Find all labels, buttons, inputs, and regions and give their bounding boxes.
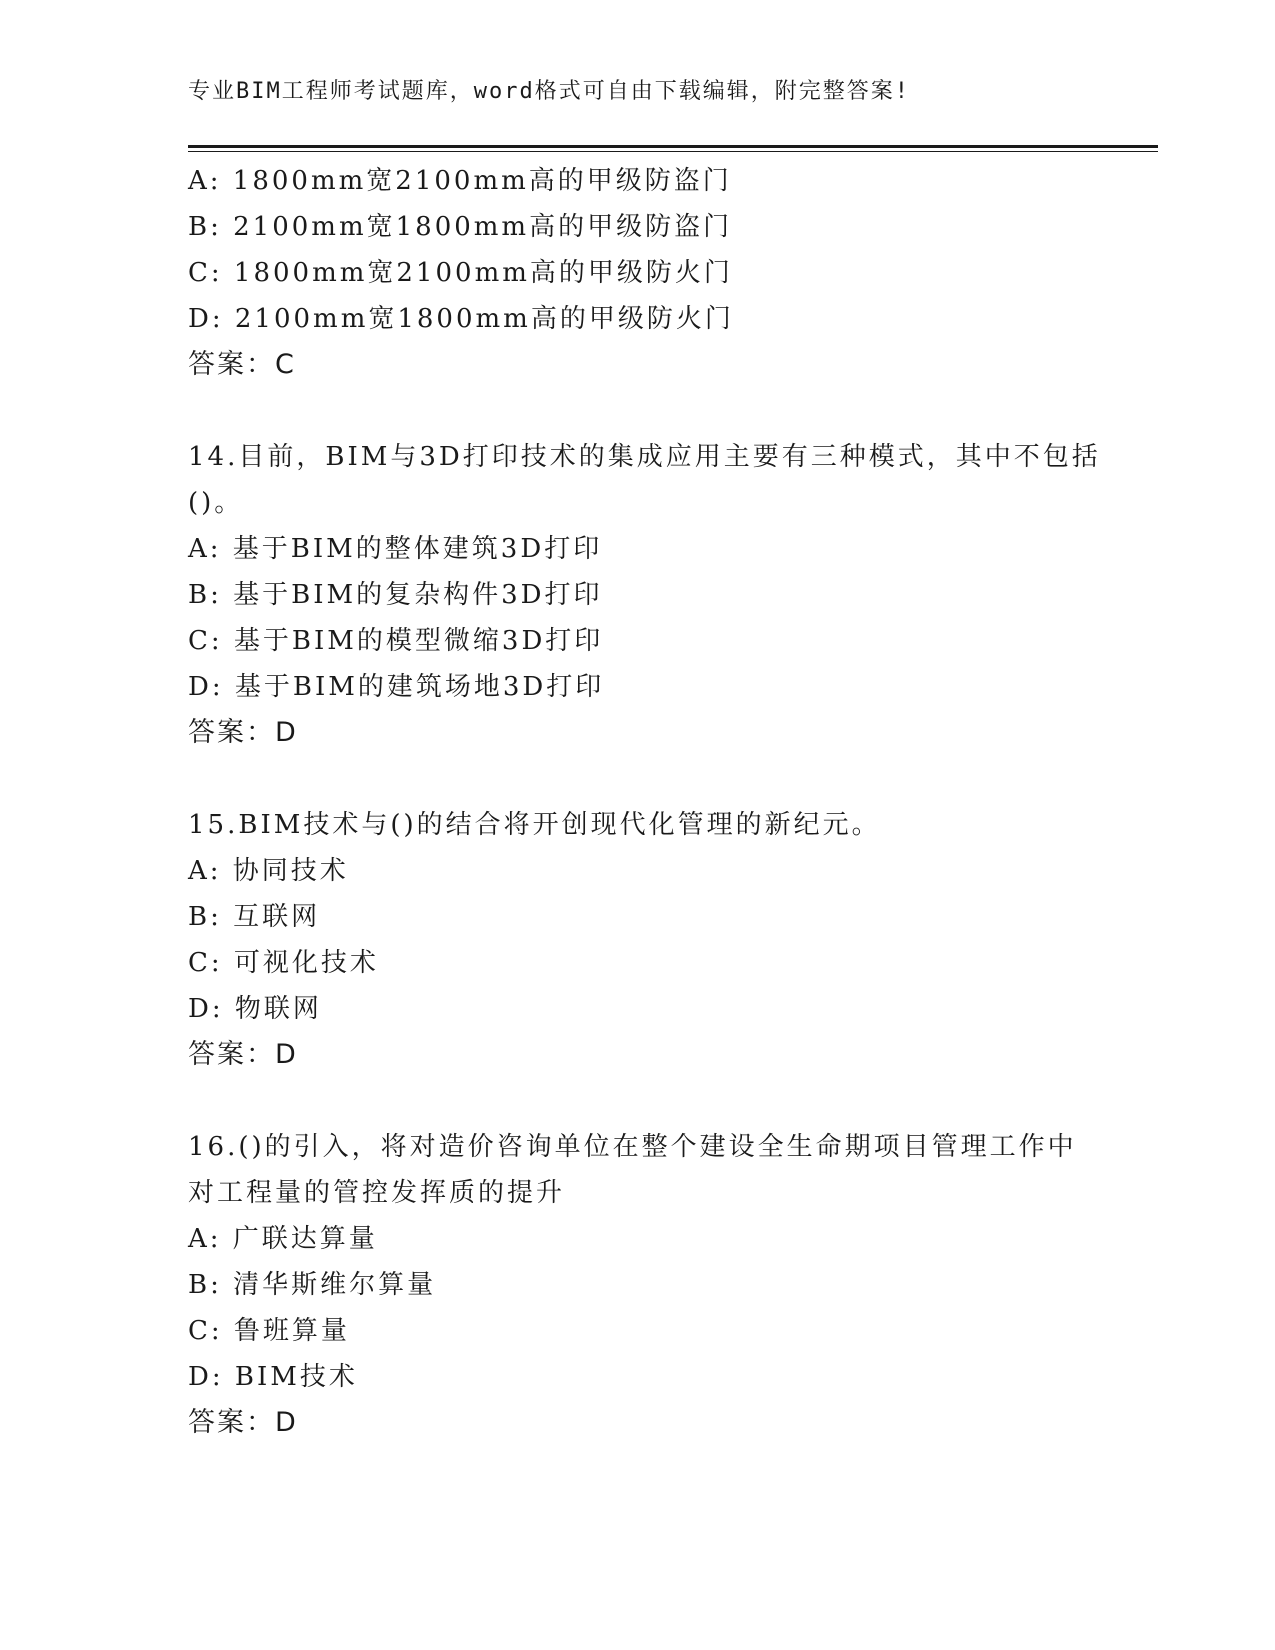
question-16	[188, 1124, 1088, 1446]
option-c: C: 可视化技术	[188, 948, 379, 978]
question-list	[188, 158, 1101, 1446]
question-stem: 14.目前，BIM与3D打印技术的集成应用主要有三种模式，其中不包括	[188, 442, 1101, 472]
option-b: B: 清华斯维尔算量	[188, 1270, 437, 1300]
option-a: A: 1800mm宽2100mm高的甲级防盗门	[188, 166, 732, 196]
option-a: A: 协同技术	[188, 856, 349, 886]
answer-line: 答案：D	[188, 1039, 298, 1070]
question-stem-continued: ()。	[188, 488, 244, 518]
header-rule-thick	[188, 145, 1158, 148]
page-header: 专业BIM工程师考试题库，word格式可自由下载编辑，附完整答案!	[188, 79, 910, 104]
option-a: A: 基于BIM的整体建筑3D打印	[188, 534, 603, 564]
option-a: A: 广联达算量	[188, 1224, 378, 1254]
option-d: D: 基于BIM的建筑场地3D打印	[188, 672, 605, 702]
option-b: B: 基于BIM的复杂构件3D打印	[188, 580, 603, 610]
option-d: D: BIM技术	[188, 1362, 358, 1392]
option-d: D: 2100mm宽1800mm高的甲级防火门	[188, 304, 734, 334]
option-d: D: 物联网	[188, 994, 322, 1024]
answer-line: 答案：D	[188, 717, 298, 748]
option-b: B: 互联网	[188, 902, 321, 932]
spacer	[188, 1078, 1088, 1124]
answer-line: 答案：C	[188, 349, 296, 380]
question-stem: 16.()的引入，将对造价咨询单位在整个建设全生命期项目管理工作中	[188, 1132, 1077, 1162]
question-14	[188, 434, 1101, 756]
header-rule-thin	[188, 151, 1158, 152]
option-c: C: 鲁班算量	[188, 1316, 350, 1346]
option-c: C: 1800mm宽2100mm高的甲级防火门	[188, 258, 733, 288]
spacer	[188, 756, 1088, 802]
question-stem-continued: 对工程量的管控发挥质的提升	[188, 1178, 566, 1208]
option-c: C: 基于BIM的模型微缩3D打印	[188, 626, 604, 656]
question-15	[188, 802, 1088, 1078]
answer-line: 答案：D	[188, 1407, 298, 1438]
spacer	[188, 388, 1088, 434]
option-b: B: 2100mm宽1800mm高的甲级防盗门	[188, 212, 733, 242]
question-stem: 15.BIM技术与()的结合将开创现代化管理的新纪元。	[188, 810, 881, 840]
question-13	[188, 158, 1088, 388]
